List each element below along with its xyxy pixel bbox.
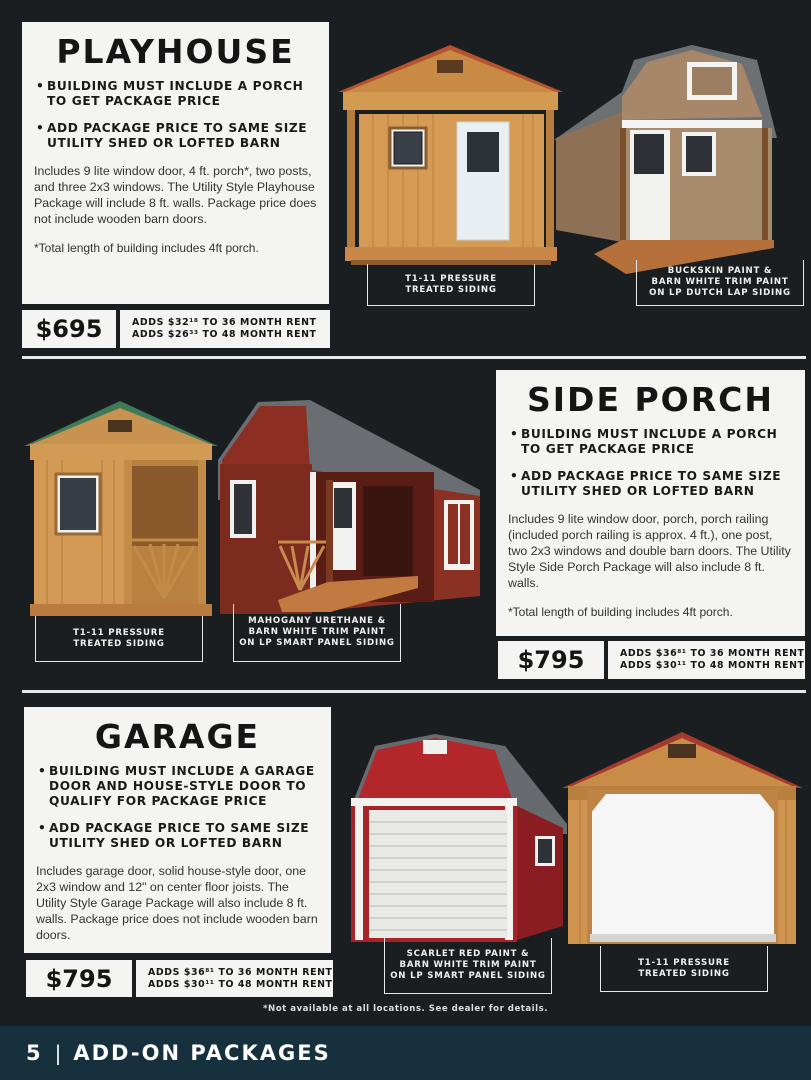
side-porch-caption-t111 (35, 616, 203, 662)
caption-line: ON LP SMART PANEL SIDING (390, 971, 546, 981)
side-porch-bullet-1: • BUILDING MUST INCLUDE A PORCH TO GET PACKAGE PRICE (508, 427, 793, 457)
playhouse-bullets (34, 79, 317, 151)
garage-caption-scarlet (384, 938, 552, 994)
caption-line: BUCKSKIN PAINT & (667, 266, 773, 276)
caption-line: TREATED SIDING (638, 968, 730, 979)
garage-bullet-1: • BUILDING MUST INCLUDE A GARAGE DOOR AND HOUSE-STYLE DOOR TO QUALIFY FOR PACKAGE PRICE (36, 764, 319, 809)
playhouse-rent-48: ADDS $26³³ TO 48 MONTH RENT (132, 329, 317, 340)
garage-t111-image (560, 730, 805, 948)
section-divider-1 (22, 356, 806, 359)
playhouse-note: *Total length of building includes 4ft porch. (34, 241, 259, 255)
playhouse-rent (120, 310, 330, 348)
garage-caption-t111 (600, 946, 768, 992)
caption-line: TREATED SIDING (73, 638, 165, 649)
caption-line: ON LP DUTCH LAP SIDING (649, 288, 791, 298)
garage-panel (24, 707, 331, 953)
caption-line: ON LP SMART PANEL SIDING (239, 638, 395, 648)
page-number: 5 (26, 1041, 41, 1065)
caption-line: T1-11 PRESSURE (405, 273, 497, 284)
side-porch-description: Includes 9 lite window door, porch, porch railing (included porch railing is approx. 4 ft.), one post, two 2x3 windows and double barn doors. The Utility Style Side Porch Package will also include 8 ft. walls. (508, 512, 791, 590)
playhouse-bullet-1: • BUILDING MUST INCLUDE A PORCH TO GET PACKAGE PRICE (34, 79, 317, 109)
caption-line: TREATED SIDING (405, 284, 497, 295)
playhouse-t111-image (333, 42, 568, 267)
side-porch-title: SIDE PORCH (527, 380, 774, 419)
playhouse-title: PLAYHOUSE (56, 32, 295, 71)
playhouse-bullet-2: • ADD PACKAGE PRICE TO SAME SIZE UTILITY SHED OR LOFTED BARN (34, 121, 317, 151)
footer-separator: | (54, 1041, 62, 1065)
playhouse-description: Includes 9 lite window door, 4 ft. porch*, two posts, and three 2x3 windows. The Utility Style Playhouse Package will include 8 ft. walls. Package price does not include wooden barn doors. (34, 164, 317, 226)
side-porch-panel (496, 370, 805, 636)
garage-rent (136, 960, 333, 997)
caption-line: T1-11 PRESSURE (638, 957, 730, 968)
section-divider-2 (22, 690, 806, 693)
side-porch-rent-48: ADDS $30¹¹ TO 48 MONTH RENT (620, 660, 805, 671)
disclaimer-note: *Not available at all locations. See dealer for details. (263, 1004, 548, 1014)
garage-bullets (36, 764, 319, 851)
side-porch-bullet-2: • ADD PACKAGE PRICE TO SAME SIZE UTILITY SHED OR LOFTED BARN (508, 469, 793, 499)
caption-line: MAHOGANY URETHANE & (248, 616, 386, 626)
caption-line: BARN WHITE TRIM PAINT (399, 960, 537, 970)
side-porch-price: $795 (498, 641, 604, 679)
caption-line: BARN WHITE TRIM PAINT (651, 277, 789, 287)
garage-bullet-2: • ADD PACKAGE PRICE TO SAME SIZE UTILITY SHED OR LOFTED BARN (36, 821, 319, 851)
page-footer (0, 1026, 811, 1080)
side-porch-note: *Total length of building includes 4ft porch. (508, 605, 733, 619)
side-porch-mahogany-image (218, 400, 483, 620)
garage-price: $795 (26, 960, 132, 997)
side-porch-rent-36: ADDS $36⁸¹ TO 36 MONTH RENT (620, 648, 805, 659)
playhouse-price: $695 (22, 310, 116, 348)
garage-rent-48: ADDS $30¹¹ TO 48 MONTH RENT (148, 978, 333, 990)
side-porch-caption-mahogany (233, 604, 401, 662)
playhouse-caption-buckskin (636, 260, 804, 306)
caption-line: SCARLET RED PAINT & (406, 949, 530, 959)
garage-description: Includes garage door, solid house-style door, one 2x3 window and 12" on center floor joists. The Utility Style Garage Package will also include 8 ft. walls. Package price does not include wooden barn doors. (36, 864, 318, 942)
garage-title: GARAGE (94, 717, 261, 756)
section-title: ADD-ON PACKAGES (73, 1041, 331, 1065)
garage-rent-36: ADDS $36⁸¹ TO 36 MONTH RENT (148, 966, 333, 978)
playhouse-caption-t111 (367, 264, 535, 306)
playhouse-buckskin-image (552, 42, 782, 274)
side-porch-bullets (508, 427, 793, 499)
side-porch-t111-image (22, 398, 220, 620)
playhouse-rent-36: ADDS $32¹⁸ TO 36 MONTH RENT (132, 317, 317, 328)
caption-line: BARN WHITE TRIM PAINT (248, 627, 386, 637)
garage-scarlet-image (345, 730, 567, 946)
side-porch-rent (608, 641, 805, 679)
caption-line: T1-11 PRESSURE (73, 627, 165, 638)
playhouse-panel (22, 22, 329, 304)
